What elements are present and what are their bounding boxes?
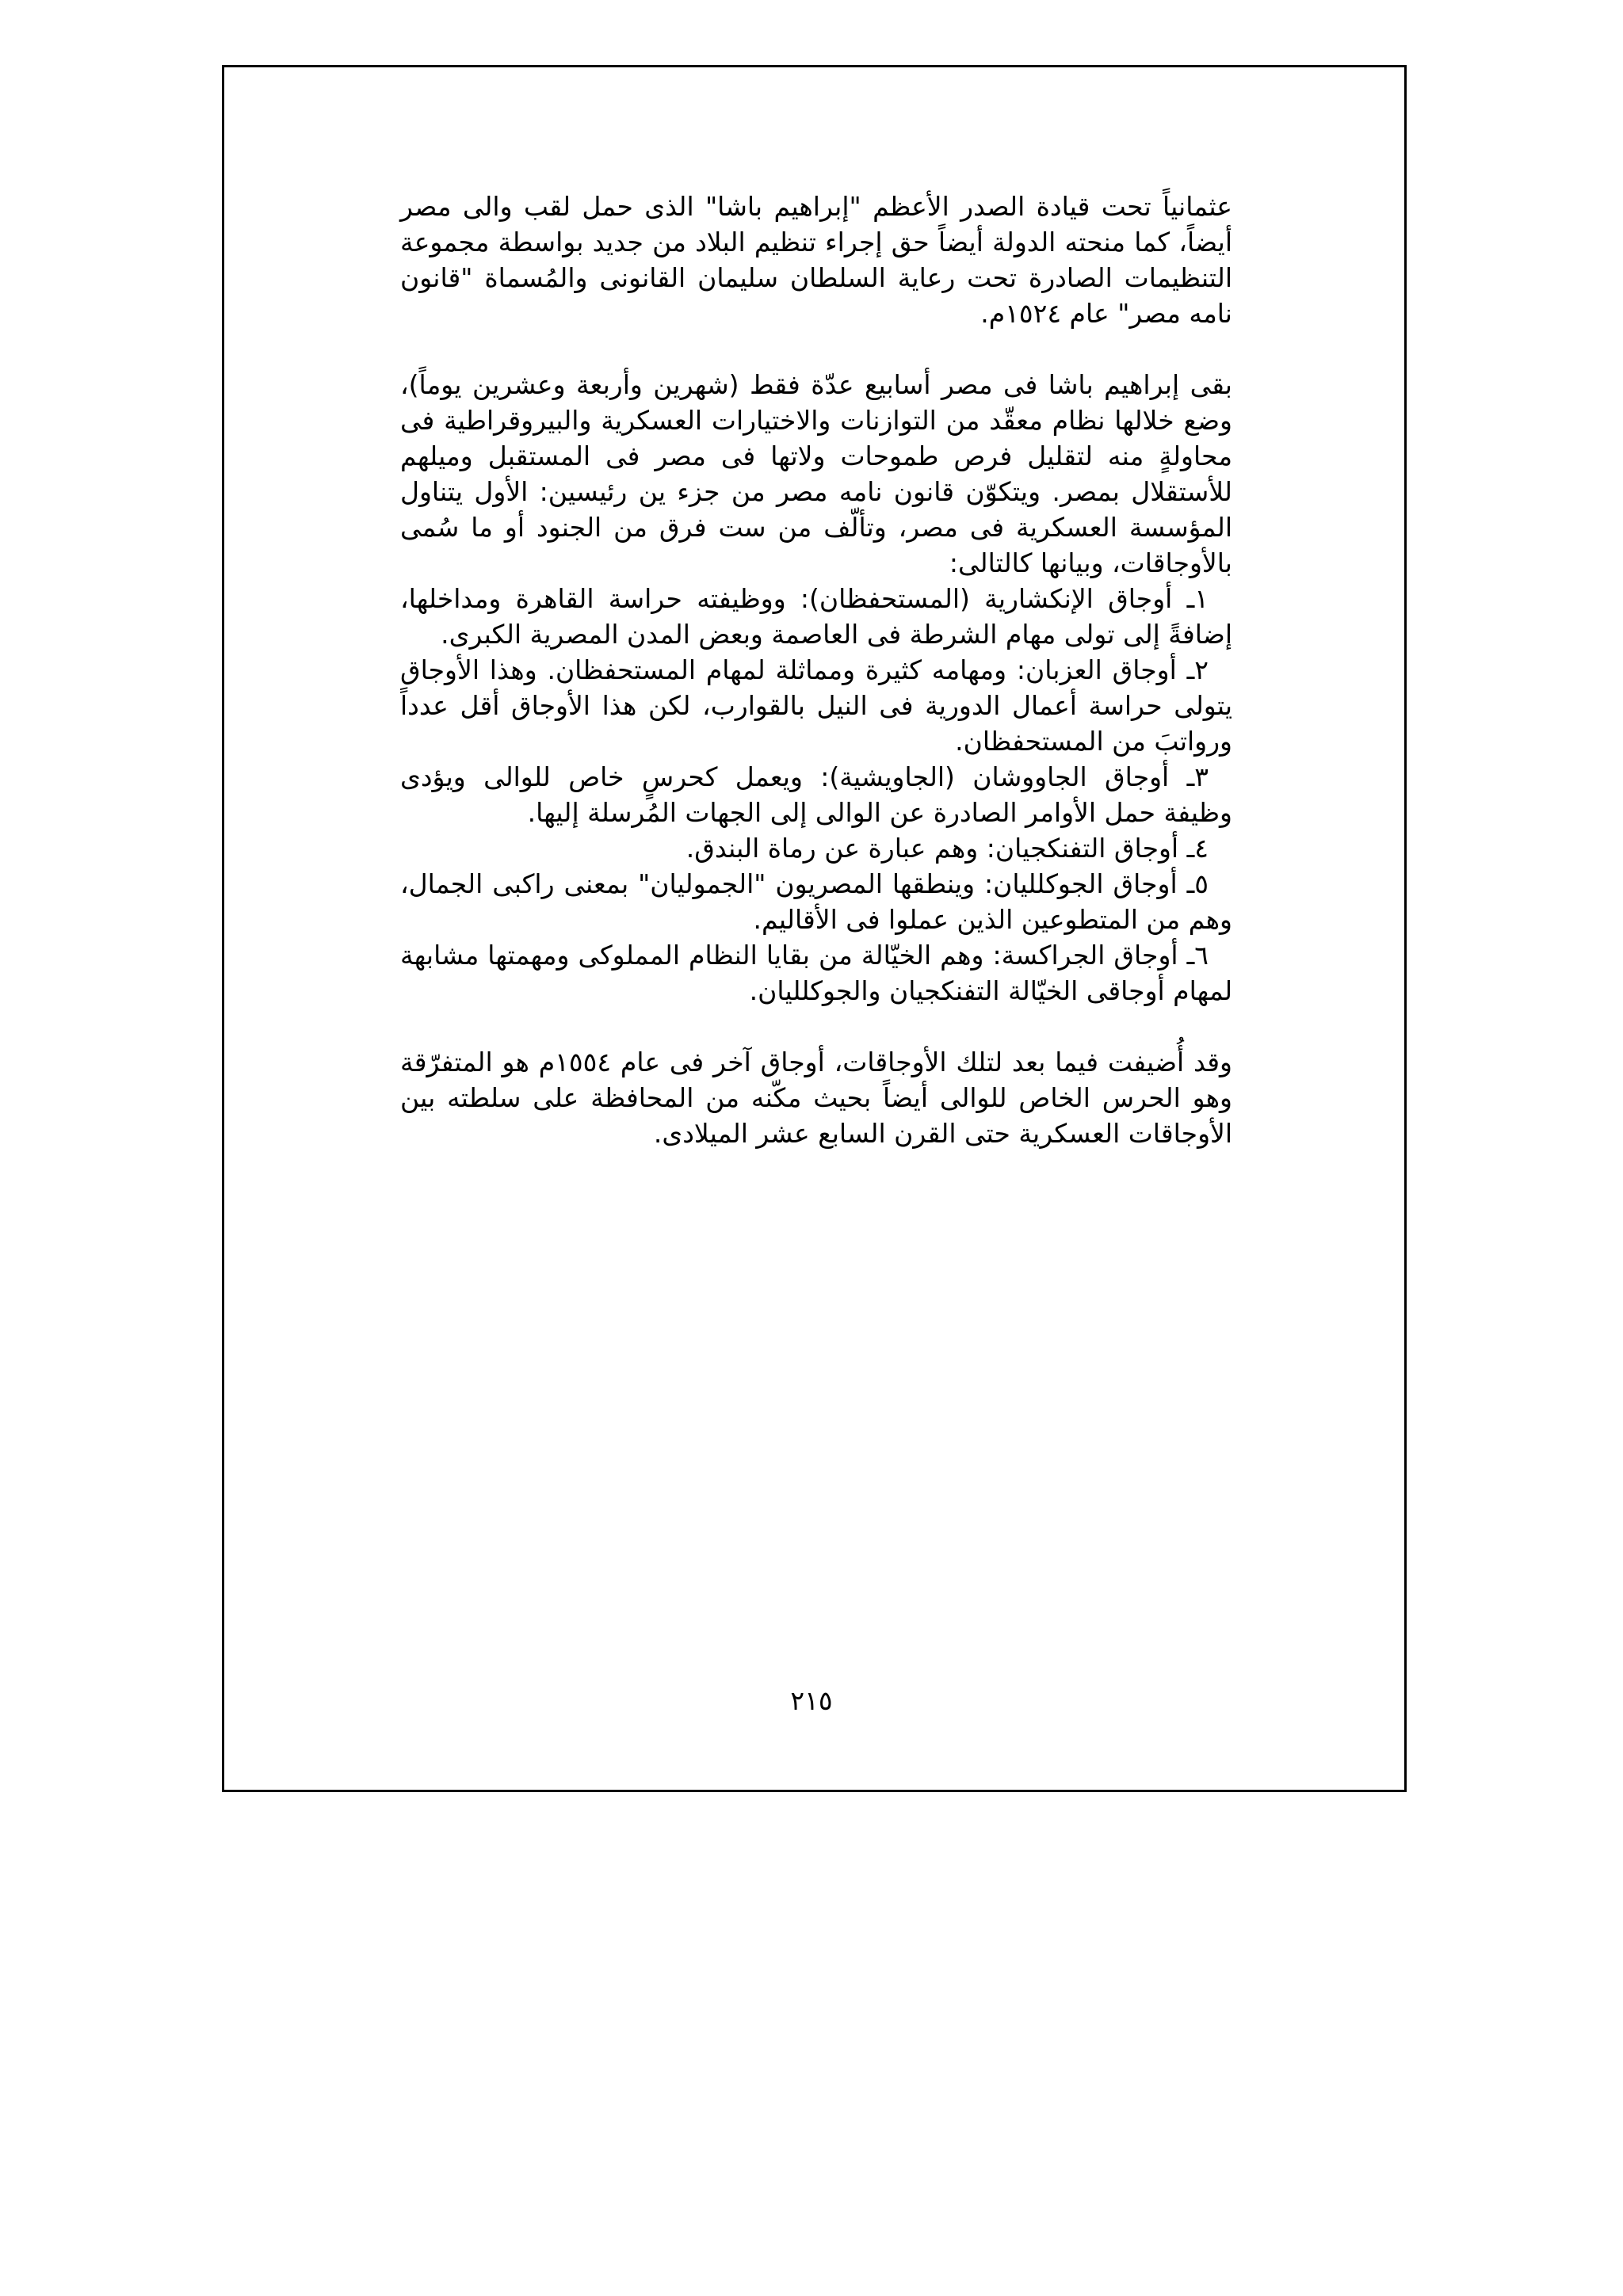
list-item-azaban: ٢ـ أوجاق العزبان: ومهامه كثيرة ومماثلة لمهام المستحفظان. وهذا الأوجاق يتولى حراسة أعمال الدورية فى النيل بالقوارب، لكن هذا الأوجاق أقل عدداً ورواتبَ من المستحفظان. xyxy=(400,654,1232,757)
list-item-chawushan: ٣ـ أوجاق الجاووشان (الجاويشية): ويعمل كحرسٍ خاص للوالى ويؤدى وظيفة حمل الأوامر الصادرة عن الوالى إلى الجهات المُرسلة إليها. xyxy=(400,761,1232,828)
page-number: ٢١٥ xyxy=(790,1685,833,1716)
paragraph-mutafarriqa: وقد أُضيفت فيما بعد لتلك الأوجاقات، أوجاق آخر فى عام ١٥٥٤م هو المتفرّقة وهو الحرس الخاص للوالى أيضاً بحيث مكّنه من المحافظة على سلطته بين الأوجاقات العسكرية حتى القرن السابع عشر الميلادى. xyxy=(400,1047,1232,1149)
list-item-janissaries: ١ـ أوجاق الإنكشارية (المستحفظان): ووظيفته حراسة القاهرة ومداخلها، إضافةً إلى تولى مهام الشرطة فى العاصمة وبعض المدن المصرية الكبرى. xyxy=(400,583,1232,650)
paragraph-intro: عثمانياً تحت قيادة الصدر الأعظم "إبراهيم باشا" الذى حمل لقب والى مصر أيضاً، كما منحته الدولة أيضاً حق إجراء تنظيم البلاد من جديد بواسطة مجموعة التنظيمات الصادرة تحت رعاية السلطان سليمان القانونى والمُسماة "قانون نامه مصر" عام ١٥٢٤م. xyxy=(400,191,1232,329)
list-item-tufenkchiyan: ٤ـ أوجاق التفنكجيان: وهم عبارة عن رماة البندق. xyxy=(685,833,1209,864)
list-item-gonulluyan: ٥ـ أوجاق الجوكلليان: وينطقها المصريون "الجموليان" بمعنى راكبى الجمال، وهم من المتطوعين الذين عملوا فى الأقاليم. xyxy=(400,868,1232,935)
paragraph-ibrahim-pasha: بقى إبراهيم باشا فى مصر أسابيع عدّة فقط (شهرين وأربعة وعشرين يوماً)، وضع خلالها نظام معقّد من التوازنات والاختيارات العسكرية والبيروقراطية فى محاولةٍ منه لتقليل فرص طموحات ولاتها فى مصر فى المستقبل وميلهم للأستقلال بمصر. ويتكوّن قانون نامه مصر من جزء ين رئيسين: الأول يتناول المؤسسة العسكرية فى مصر، وتألّف من ست فرق من الجنود أو ما سُمى بالأوجاقات، وبيانها كالتالى: xyxy=(400,369,1232,578)
page-body xyxy=(400,189,1232,1151)
list-item-circassians: ٦ـ أوجاق الجراكسة: وهم الخيّالة من بقايا النظام المملوكى ومهمتها مشابهة لمهام أوجاقى الخيّالة التفنكجيان والجوكلليان. xyxy=(400,940,1232,1006)
